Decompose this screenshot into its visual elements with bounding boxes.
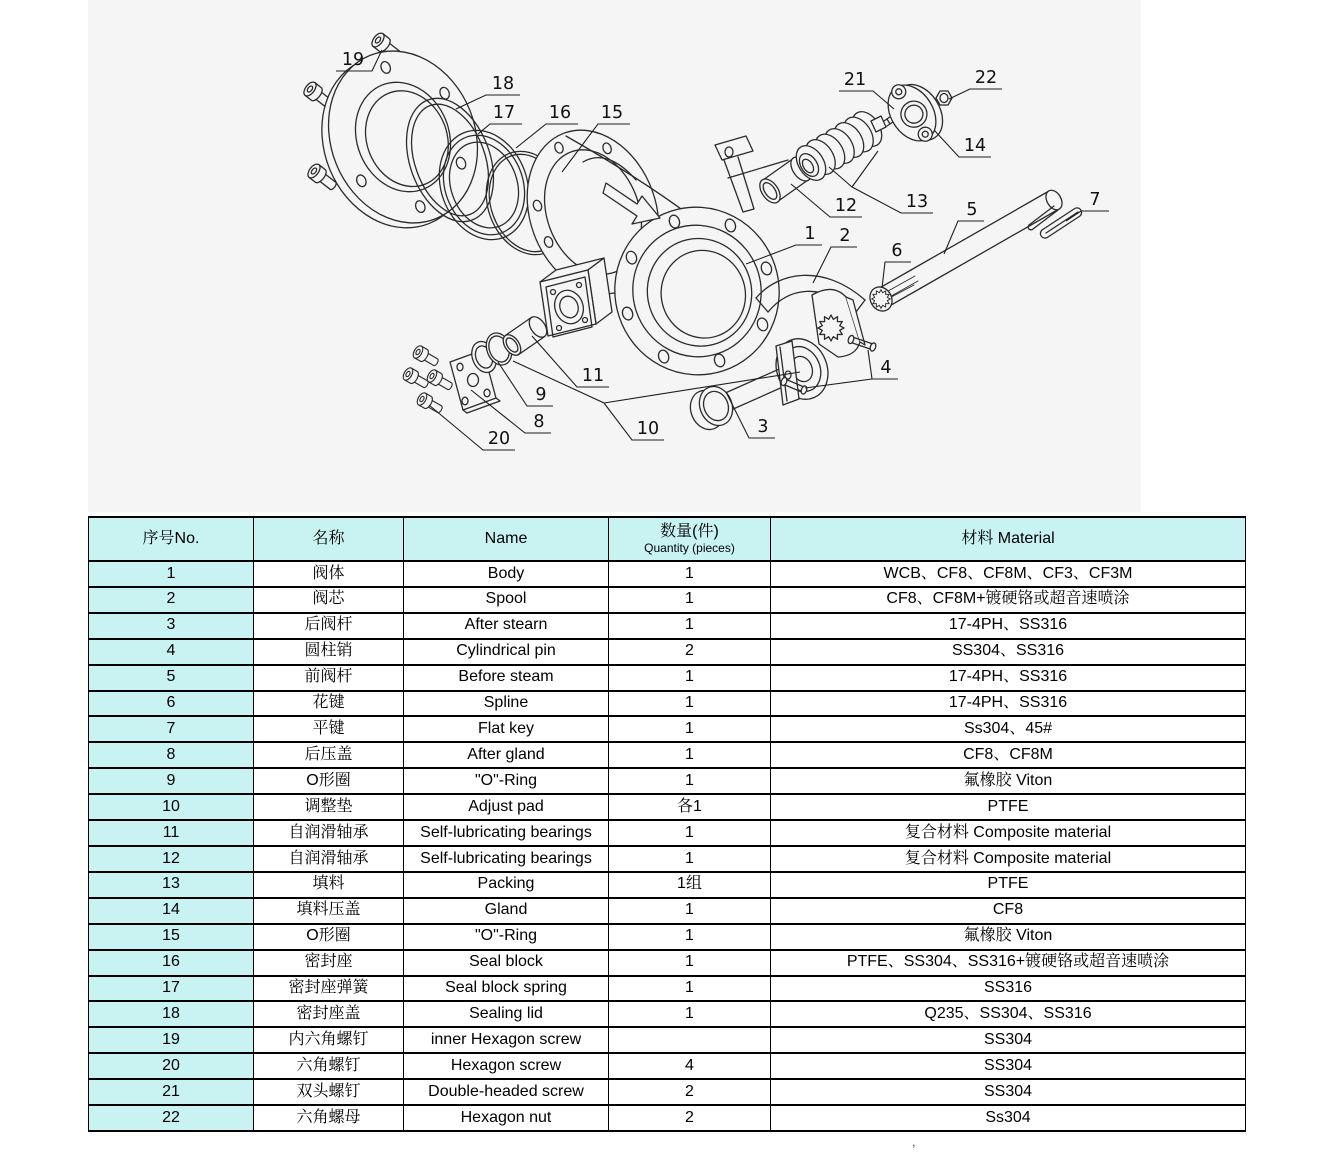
part-label-14: 14 [963,136,987,156]
header-cn-name: 名称 [254,517,404,561]
cell-cn-name: 后压盖 [254,742,404,768]
cell-en-name: Double-headed screw [404,1079,609,1105]
cell-material: CF8 [771,898,1246,924]
cell-no: 2 [89,587,254,613]
parts-table-body [89,561,1246,1131]
cell-material: 氟橡胶 Viton [771,924,1246,950]
cell-qty: 1 [609,691,771,717]
table-row [89,794,1246,820]
cell-cn-name: 六角螺母 [254,1105,404,1131]
part-label-21: 21 [843,70,867,90]
part-label-2: 2 [839,226,851,246]
cell-no: 21 [89,1079,254,1105]
cell-cn-name: 阀芯 [254,587,404,613]
cell-en-name: Spline [404,691,609,717]
cell-qty: 1 [609,716,771,742]
cell-no: 16 [89,950,254,976]
table-row [89,587,1246,613]
cell-cn-name: 平键 [254,716,404,742]
table-row [89,1053,1246,1079]
table-row [89,1105,1246,1131]
header-qty-en: Quantity (pieces) [644,540,735,555]
cell-qty: 1 [609,820,771,846]
cell-cn-name: 六角螺钉 [254,1053,404,1079]
cell-material: CF8、CF8M [771,742,1246,768]
part-label-17: 17 [492,103,516,123]
part-label-3: 3 [757,417,769,437]
cell-no: 22 [89,1105,254,1131]
cell-en-name: "O"-Ring [404,924,609,950]
cell-cn-name: 密封座盖 [254,1001,404,1027]
cell-en-name: Seal block spring [404,976,609,1002]
header-qty [609,517,771,561]
cell-cn-name: 填料 [254,872,404,898]
part-14-gland [877,72,952,153]
cell-qty: 各1 [609,794,771,820]
table-row [89,1001,1246,1027]
cell-no: 7 [89,716,254,742]
cell-material: CF8、CF8M+镀硬铬或超音速喷涂 [771,587,1246,613]
cell-en-name: Before steam [404,665,609,691]
cell-cn-name: 调整垫 [254,794,404,820]
cell-qty: 2 [609,1079,771,1105]
body-bearing-housing [540,258,612,337]
table-row [89,872,1246,898]
cell-no: 11 [89,820,254,846]
cell-cn-name: O形圈 [254,768,404,794]
part-label-8: 8 [533,412,545,432]
cell-en-name: After gland [404,742,609,768]
cell-material: PTFE [771,794,1246,820]
part-22-hexagon-nut [936,91,952,105]
cell-material: Ss304、45# [771,716,1246,742]
table-row [89,846,1246,872]
cell-qty: 1 [609,768,771,794]
part-label-22: 22 [974,68,998,88]
part-18-sealing-lid [296,28,504,250]
part-1-valve-body [505,112,801,397]
header-no: 序号No. [89,517,254,561]
cell-en-name: Gland [404,898,609,924]
cell-cn-name: O形圈 [254,924,404,950]
cell-material: 17-4PH、SS316 [771,691,1246,717]
part-20-hexagon-screws [401,344,454,416]
part-label-4: 4 [880,358,892,378]
part-label-18: 18 [491,74,515,94]
cell-en-name: Body [404,561,609,587]
cell-qty: 1 [609,846,771,872]
table-row [89,639,1246,665]
cell-no: 13 [89,872,254,898]
cell-no: 12 [89,846,254,872]
cell-material: PTFE [771,872,1246,898]
table-row [89,1027,1246,1053]
cell-en-name: Cylindrical pin [404,639,609,665]
cell-qty: 1 [609,742,771,768]
cell-no: 14 [89,898,254,924]
cell-en-name: Packing [404,872,609,898]
cell-qty: 1 [609,561,771,587]
table-row [89,742,1246,768]
cell-cn-name: 填料压盖 [254,898,404,924]
part-label-16: 16 [548,103,572,123]
cell-qty: 2 [609,639,771,665]
part-label-13: 13 [905,192,929,212]
cell-en-name: After stearn [404,613,609,639]
part-label-5: 5 [966,200,978,220]
cell-material: SS316 [771,976,1246,1002]
cell-no: 1 [89,561,254,587]
cell-no: 4 [89,639,254,665]
table-row [89,976,1246,1002]
part-label-19: 19 [341,50,365,70]
cell-qty [609,1027,771,1053]
cell-en-name: Spool [404,587,609,613]
cell-qty: 1 [609,587,771,613]
parts-table-header [89,517,1246,561]
cell-cn-name: 阀体 [254,561,404,587]
cell-material: SS304 [771,1053,1246,1079]
cell-en-name: Flat key [404,716,609,742]
header-material: 材料 Material [771,517,1246,561]
part-label-11: 11 [581,366,605,386]
table-row [89,613,1246,639]
part-label-10: 10 [636,419,660,439]
cell-no: 8 [89,742,254,768]
cell-material: SS304、SS316 [771,639,1246,665]
cell-material: PTFE、SS304、SS316+镀硬铬或超音速喷涂 [771,950,1246,976]
cell-qty: 1 [609,613,771,639]
table-row [89,665,1246,691]
table-row [89,898,1246,924]
part-label-12: 12 [834,196,858,216]
cell-en-name: inner Hexagon screw [404,1027,609,1053]
cell-material: 复合材料 Composite material [771,820,1246,846]
exploded-view-diagram [88,0,1141,512]
cell-material: SS304 [771,1027,1246,1053]
table-row [89,768,1246,794]
cell-qty: 1 [609,665,771,691]
header-en-name: Name [404,517,609,561]
cell-no: 15 [89,924,254,950]
cell-material: 17-4PH、SS316 [771,613,1246,639]
cell-qty: 1 [609,976,771,1002]
cell-en-name: Adjust pad [404,794,609,820]
cell-material: 氟橡胶 Viton [771,768,1246,794]
cell-cn-name: 密封座弹簧 [254,976,404,1002]
parts-table [88,516,1246,1132]
cell-cn-name: 花键 [254,691,404,717]
part-13-packing-spring [790,106,888,185]
part-label-1: 1 [804,224,816,244]
cell-en-name: Self-lubricating bearings [404,846,609,872]
cell-en-name: Sealing lid [404,1001,609,1027]
cell-material: WCB、CF8、CF8M、CF3、CF3M [771,561,1246,587]
part-label-15: 15 [600,103,624,123]
cell-en-name: "O"-Ring [404,768,609,794]
cell-material: 复合材料 Composite material [771,846,1246,872]
stray-mark: , [912,1134,916,1149]
cell-no: 19 [89,1027,254,1053]
table-row [89,820,1246,846]
cell-cn-name: 前阀杆 [254,665,404,691]
part-label-20: 20 [487,429,511,449]
cell-en-name: Self-lubricating bearings [404,820,609,846]
header-qty-cn: 数量(件) [660,522,719,540]
cell-qty: 1 [609,950,771,976]
cell-no: 17 [89,976,254,1002]
part-6-spline-end [866,270,921,315]
cell-qty: 1组 [609,872,771,898]
table-row [89,950,1246,976]
cell-material: SS304 [771,1079,1246,1105]
cell-en-name: Hexagon nut [404,1105,609,1131]
valve-exploded-drawing [88,0,1141,512]
cell-qty: 2 [609,1105,771,1131]
cell-no: 20 [89,1053,254,1079]
cell-qty: 1 [609,1001,771,1027]
table-row [89,716,1246,742]
cell-en-name: Seal block [404,950,609,976]
cell-material: Ss304 [771,1105,1246,1131]
cell-no: 18 [89,1001,254,1027]
cell-cn-name: 自润滑轴承 [254,846,404,872]
part-label-6: 6 [891,241,903,261]
cell-qty: 4 [609,1053,771,1079]
cell-material: Q235、SS304、SS316 [771,1001,1246,1027]
cell-no: 6 [89,691,254,717]
cell-en-name: Hexagon screw [404,1053,609,1079]
cell-qty: 1 [609,924,771,950]
cell-no: 3 [89,613,254,639]
cell-cn-name: 内六角螺钉 [254,1027,404,1053]
table-row [89,1079,1246,1105]
cell-qty: 1 [609,898,771,924]
table-row [89,561,1246,587]
cell-cn-name: 密封座 [254,950,404,976]
part-label-9: 9 [535,385,547,405]
cell-no: 10 [89,794,254,820]
cell-no: 5 [89,665,254,691]
cell-cn-name: 双头螺钉 [254,1079,404,1105]
cell-cn-name: 后阀杆 [254,613,404,639]
part-label-7: 7 [1089,190,1101,210]
cell-cn-name: 圆柱销 [254,639,404,665]
cell-no: 9 [89,768,254,794]
cell-material: 17-4PH、SS316 [771,665,1246,691]
cell-cn-name: 自润滑轴承 [254,820,404,846]
table-row [89,924,1246,950]
table-row [89,691,1246,717]
